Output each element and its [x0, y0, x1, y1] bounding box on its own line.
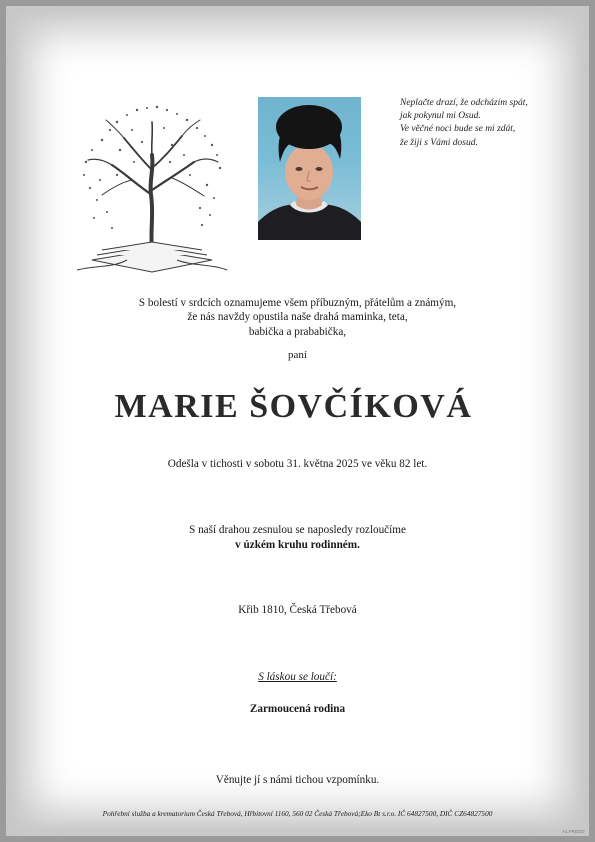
- deceased-name: MARIE ŠOVČÍKOVÁ: [114, 388, 473, 425]
- poem: [400, 97, 570, 150]
- farewell-notice: [0, 523, 595, 552]
- remembrance-text: Věnujte jí s námi tichou vzpomínku.: [215, 774, 380, 786]
- farewell-line: S naší drahou zesnulou se naposledy rozloučíme: [189, 524, 406, 536]
- with-love-text: S láskou se loučí:: [258, 671, 337, 683]
- announcement: [0, 296, 595, 339]
- title-prefix: paní: [288, 349, 307, 361]
- with-love-heading: [0, 671, 595, 683]
- announcement-line: že nás navždy opustila naše drahá maminka, teta,: [187, 311, 408, 324]
- portrait-photo: [258, 97, 361, 240]
- announcement-line: S bolestí v srdcích oznamujeme všem příbuzným, přátelům a známým,: [138, 297, 457, 309]
- tree-on-books-icon: [72, 100, 232, 275]
- mourners: Zarmoucená rodina: [249, 703, 346, 715]
- death-notice: Odešla v tichosti v sobotu 31. května 2025 ve věku 82 let.: [167, 458, 428, 470]
- footer: Pohřební služba a krematorium Česká Třebová, Hřbitovní 1160, 560 02 Česká Třebová;Eko Bt s.r.o. IČ 64827500, DIČ CZ64827500: [102, 809, 493, 818]
- poem-line: jak pokynul mi Osud.: [400, 111, 481, 122]
- farewell-line-emphasis: v úzkém kruhu rodinném.: [235, 538, 360, 551]
- poem-line: Neplačte drazí, že odcházím spát,: [400, 98, 528, 108]
- address: Křib 1810, Česká Třebová: [238, 604, 357, 616]
- poem-line: že žiji s Vámi dosud.: [400, 137, 478, 148]
- document-code: A1.PR0337: [561, 829, 585, 834]
- poem-line: Ve věčné noci bude se mi zdát,: [400, 124, 516, 135]
- announcement-line: babička a prababička,: [248, 325, 347, 338]
